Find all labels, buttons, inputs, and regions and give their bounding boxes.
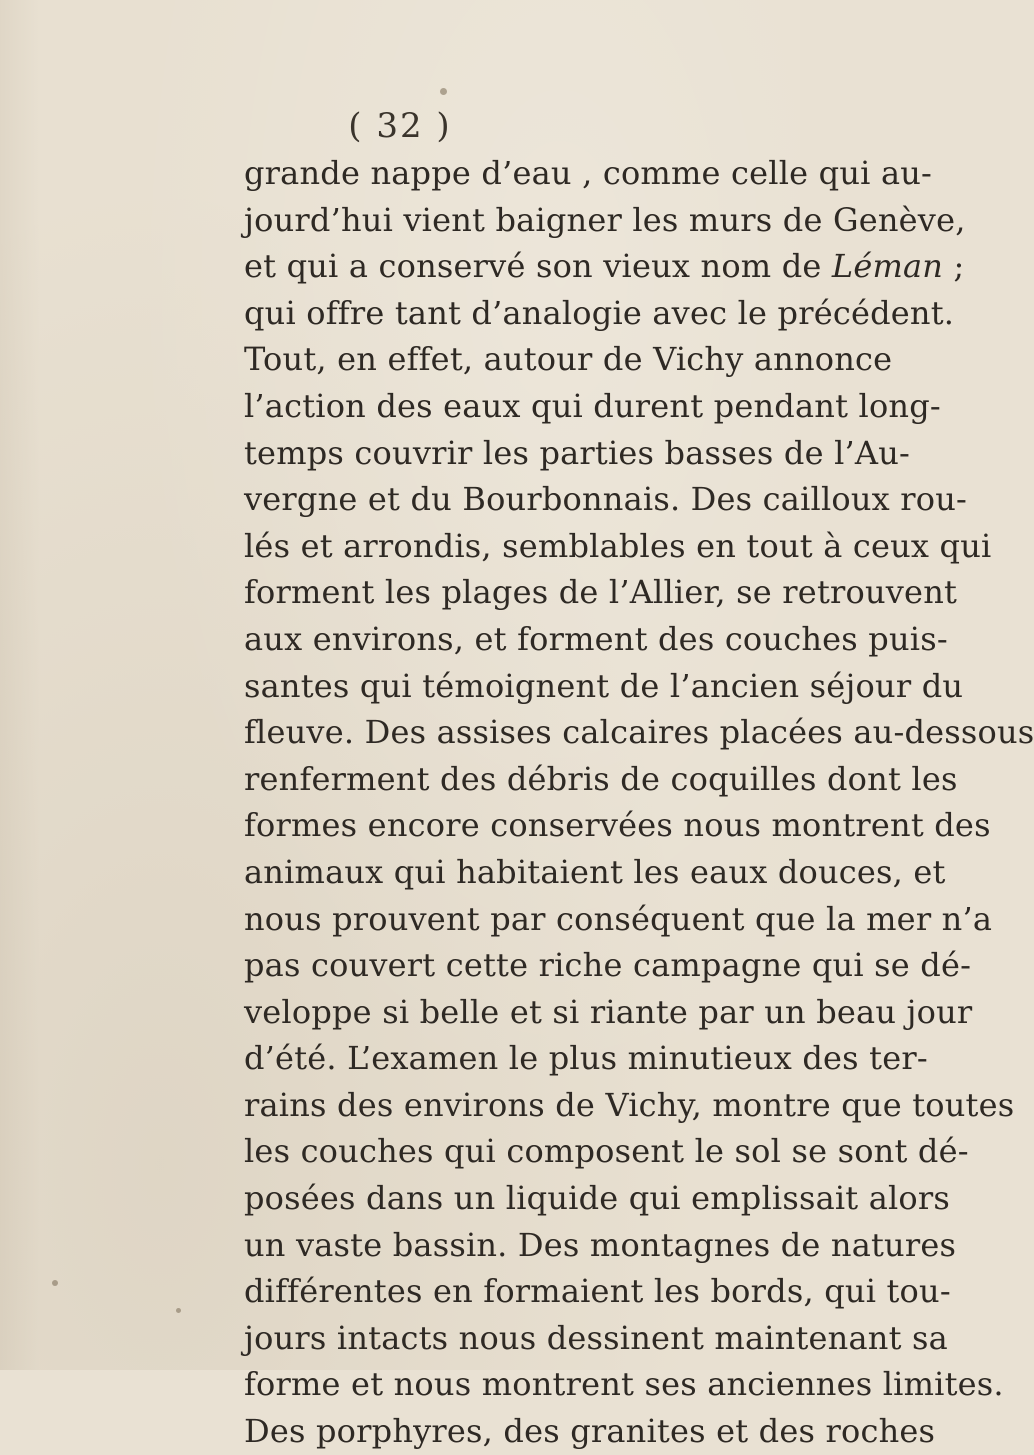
text-line: d’été. L’examen le plus minutieux des ter- (244, 1039, 928, 1078)
text-line: nous prouvent par conséquent que la mer n’a (244, 899, 993, 938)
italic-term: Léman (831, 247, 944, 286)
text-line: rains des environs de Vichy, montre que toutes (244, 1085, 1015, 1124)
text-line: vergne et du Bourbonnais. Des cailloux rou- (244, 480, 968, 519)
text-line: animaux qui habitaient les eaux douces, et (244, 852, 946, 891)
text-line: un vaste bassin. Des montagnes de natures (244, 1225, 957, 1264)
text-line: formes encore conservées nous montrent des (244, 806, 991, 845)
text-line: Tout, en effet, autour de Vichy annonce (244, 340, 893, 379)
text-line: Des porphyres, des granites et des roches (244, 1412, 936, 1451)
text-line: renferment des débris de coquilles dont les (244, 759, 958, 798)
text-line: posées dans un liquide qui emplissait alors (244, 1179, 951, 1218)
text-line: santes qui témoignent de l’ancien séjour du (244, 666, 964, 705)
text-line: et qui a conservé son vieux nom de Léman ; (244, 247, 965, 286)
text-line: grande nappe d’eau , comme celle qui au- (244, 154, 933, 192)
text-line: veloppe si belle et si riante par un beau jour (244, 992, 973, 1031)
ink-speck (176, 1308, 181, 1313)
ink-speck (52, 1280, 58, 1286)
text-line: jours intacts nous dessinent maintenant sa (244, 1318, 948, 1357)
body-text (244, 150, 1034, 1455)
text-line: l’action des eaux qui durent pendant long- (244, 386, 941, 425)
text-line: jourd’hui vient baigner les murs de Genève, (244, 200, 966, 239)
text-line: lés et arrondis, semblables en tout à ceux qui (244, 526, 992, 565)
text-line: temps couvrir les parties basses de l’Au- (244, 433, 911, 472)
page-number: ( 32 ) (348, 106, 452, 146)
text-line: aux environs, et forment des couches puis- (244, 619, 948, 658)
text-line: qui offre tant d’analogie avec le précédent. (244, 293, 955, 332)
text-line: forme et nous montrent ses anciennes limites. (244, 1365, 1004, 1404)
text-line: pas couvert cette riche campagne qui se dé- (244, 946, 972, 985)
text-line: forment les plages de l’Allier, se retrouvent (244, 573, 958, 612)
text-line: différentes en formaient les bords, qui tou- (244, 1272, 951, 1311)
text-line: les couches qui composent le sol se sont dé- (244, 1132, 969, 1171)
text-line: fleuve. Des assises calcaires placées au-dessous (244, 713, 1034, 752)
ink-speck (440, 88, 447, 95)
